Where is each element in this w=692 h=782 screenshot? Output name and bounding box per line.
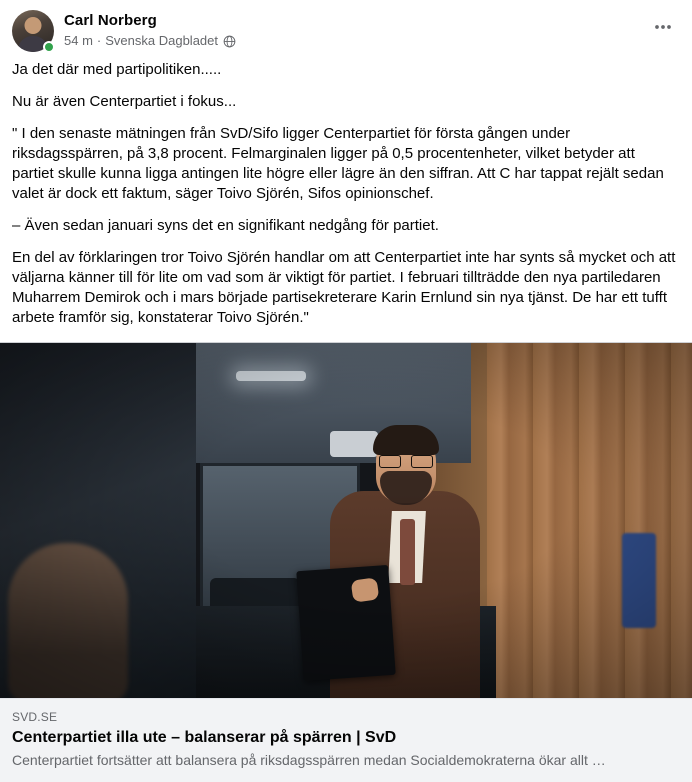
post-meta xyxy=(64,32,646,49)
attachment-image[interactable] xyxy=(0,343,692,698)
post-paragraph: Ja det där med partipolitiken..... xyxy=(12,61,222,78)
post-paragraph: En del av förklaringen tror Toivo Sjörén handlar om att Centerpartiet inte har synts så mycket och att väljarna känner till för lite om vad som är viktigt för partiet. I februari tillträdde den nya partiledaren Muharrem Demirok och i mars började partisekreterare Karin Ernlund sin nya tjänst. De har ett tufft arbete framför sig, konstaterar Toivo Sjörén." xyxy=(12,249,676,326)
post-timestamp[interactable]: 54 m xyxy=(64,33,93,48)
globe-icon xyxy=(223,35,236,48)
meta-separator: · xyxy=(96,33,102,48)
avatar[interactable] xyxy=(12,10,54,52)
post-source-page[interactable]: Svenska Dagbladet xyxy=(105,33,218,48)
more-options-icon[interactable] xyxy=(646,10,680,44)
photo-vignette xyxy=(0,343,692,698)
post-header-text xyxy=(64,10,646,49)
attachment-description: Centerpartiet fortsätter att balansera på riksdagsspärren medan Socialdemokraterna ökar allt … xyxy=(12,752,606,768)
post-paragraph: " I den senaste mätningen från SvD/Sifo ligger Centerpartiet för första gången under riksdagsspärren, på 3,8 procent. Felmarginalen ligger på 0,5 procentenheter, vilket betyder att partiet skulle kunna ligga antingen lite högre eller lägre än den siffran. Att C har tappat rejält sedan valet är dock ett faktum, säger Toivo Sjörén, Sifos opinionschef. xyxy=(12,125,664,202)
attachment-title[interactable]: Centerpartiet illa ute – balanserar på spärren | SvD xyxy=(12,729,397,746)
post-paragraph: – Även sedan januari syns det en signifikant nedgång för partiet. xyxy=(12,217,439,234)
post-message xyxy=(0,52,692,328)
link-attachment[interactable] xyxy=(0,342,692,782)
attachment-domain: SVD.SE xyxy=(12,710,58,724)
attachment-info[interactable] xyxy=(0,698,692,782)
post-paragraph: Nu är även Centerpartiet i fokus... xyxy=(12,93,237,110)
post-author-name[interactable]: Carl Norberg xyxy=(64,12,157,29)
online-status-dot xyxy=(43,41,55,53)
post-header xyxy=(0,0,692,52)
